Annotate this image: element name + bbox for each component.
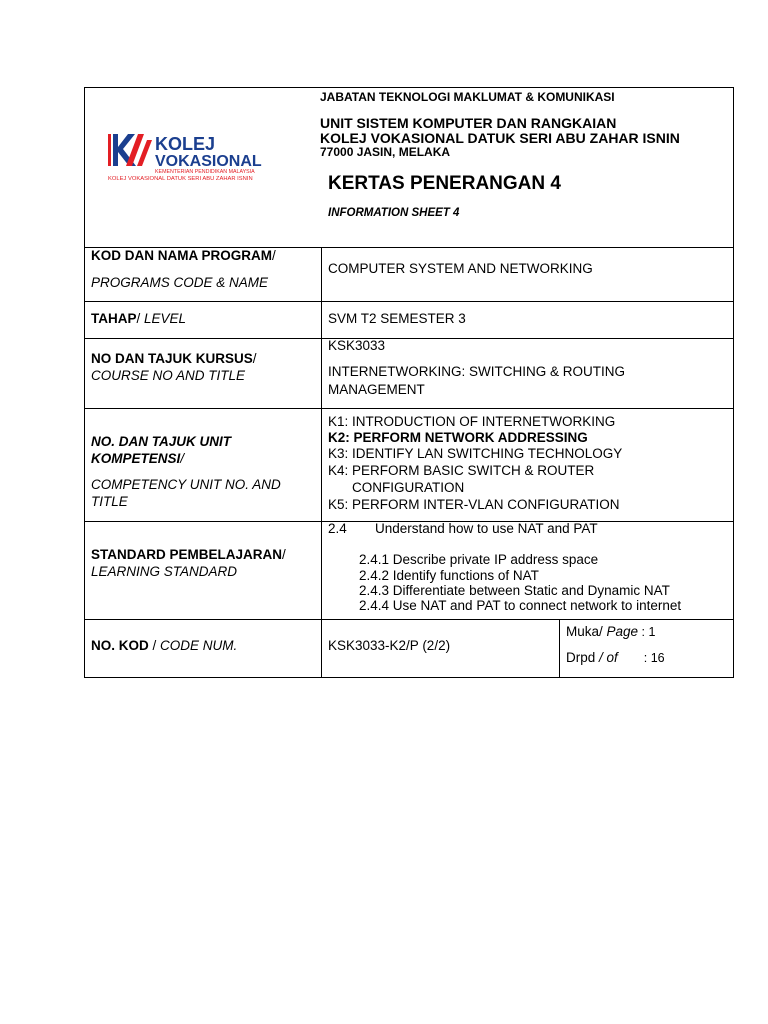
course-label: NO DAN TAJUK KURSUS/ <box>91 351 257 366</box>
competency-label-english-line1: COMPETENCY UNIT NO. AND <box>91 477 281 492</box>
course-title-line1: INTERNETWORKING: SWITCHING & ROUTING <box>328 364 625 379</box>
standard-heading: Understand how to use NAT and PAT <box>375 521 598 536</box>
page-number: Muka/ Page : 1 <box>566 624 656 639</box>
row-divider <box>85 301 733 302</box>
course-code: KSK3033 <box>328 338 386 353</box>
program-value: COMPUTER SYSTEM AND NETWORKING <box>328 261 593 276</box>
college-name: KOLEJ VOKASIONAL DATUK SERI ABU ZAHAR ISNIN <box>320 130 680 146</box>
competency-item: K4: PERFORM BASIC SWITCH & ROUTER <box>328 463 595 478</box>
competency-item: K1: INTRODUCTION OF INTERNETWORKING <box>328 414 616 429</box>
standard-item: 2.4.1 Describe private IP address space <box>359 552 599 567</box>
code-value: KSK3033-K2/P (2/2) <box>328 638 451 653</box>
program-label-english: PROGRAMS CODE & NAME <box>91 275 269 290</box>
unit-name: UNIT SISTEM KOMPUTER DAN RANGKAIAN <box>320 115 617 131</box>
page-title: KERTAS PENERANGAN 4 <box>328 173 561 194</box>
code-label: NO. KOD / CODE NUM. <box>91 638 238 653</box>
course-label-english: COURSE NO AND TITLE <box>91 368 246 383</box>
standard-label-english: LEARNING STANDARD <box>91 564 238 579</box>
level-label: TAHAP/ LEVEL <box>91 311 187 326</box>
logo-word-kolej: KOLEJ <box>155 134 216 154</box>
logo-tagline: KOLEJ VOKASIONAL DATUK SERI ABU ZAHAR ISNIN <box>108 176 253 182</box>
row-divider <box>85 338 733 339</box>
standard-label: STANDARD PEMBELAJARAN/ <box>91 547 286 562</box>
column-divider <box>559 619 560 678</box>
logo-ministry: KEMENTERIAN PENDIDIKAN MALAYSIA <box>155 169 255 175</box>
competency-item-current: K2: PERFORM NETWORK ADDRESSING <box>328 430 588 445</box>
standard-item: 2.4.4 Use NAT and PAT to connect network to internet <box>359 598 682 613</box>
kolej-vokasional-logo <box>107 130 295 182</box>
competency-label-line1: NO. DAN TAJUK UNIT <box>91 434 231 449</box>
page-subtitle: INFORMATION SHEET 4 <box>328 207 460 219</box>
level-value: SVM T2 SEMESTER 3 <box>328 311 466 326</box>
program-label: KOD DAN NAMA PROGRAM/ <box>91 248 276 263</box>
standard-item: 2.4.3 Differentiate between Static and Dynamic NAT <box>359 583 670 598</box>
standard-number: 2.4 <box>328 521 347 536</box>
row-divider <box>85 408 733 409</box>
competency-label-line2: KOMPETENSI/ <box>91 451 185 466</box>
competency-item: K3: IDENTIFY LAN SWITCHING TECHNOLOGY <box>328 446 623 461</box>
column-divider <box>321 247 322 678</box>
course-title-line2: MANAGEMENT <box>328 382 425 397</box>
page-total: Drpd / of : 16 <box>566 650 665 665</box>
information-sheet-table <box>84 87 734 678</box>
competency-item-continuation: CONFIGURATION <box>352 480 465 495</box>
row-divider <box>85 619 733 620</box>
college-address: 77000 JASIN, MELAKA <box>320 145 451 159</box>
competency-label-english-line2: TITLE <box>91 494 128 509</box>
competency-item: K5: PERFORM INTER-VLAN CONFIGURATION <box>328 497 620 512</box>
department-name: JABATAN TEKNOLOGI MAKLUMAT & KOMUNIKASI <box>320 90 615 104</box>
standard-item: 2.4.2 Identify functions of NAT <box>359 568 539 583</box>
logo-word-vokasional: VOKASIONAL <box>155 153 262 170</box>
